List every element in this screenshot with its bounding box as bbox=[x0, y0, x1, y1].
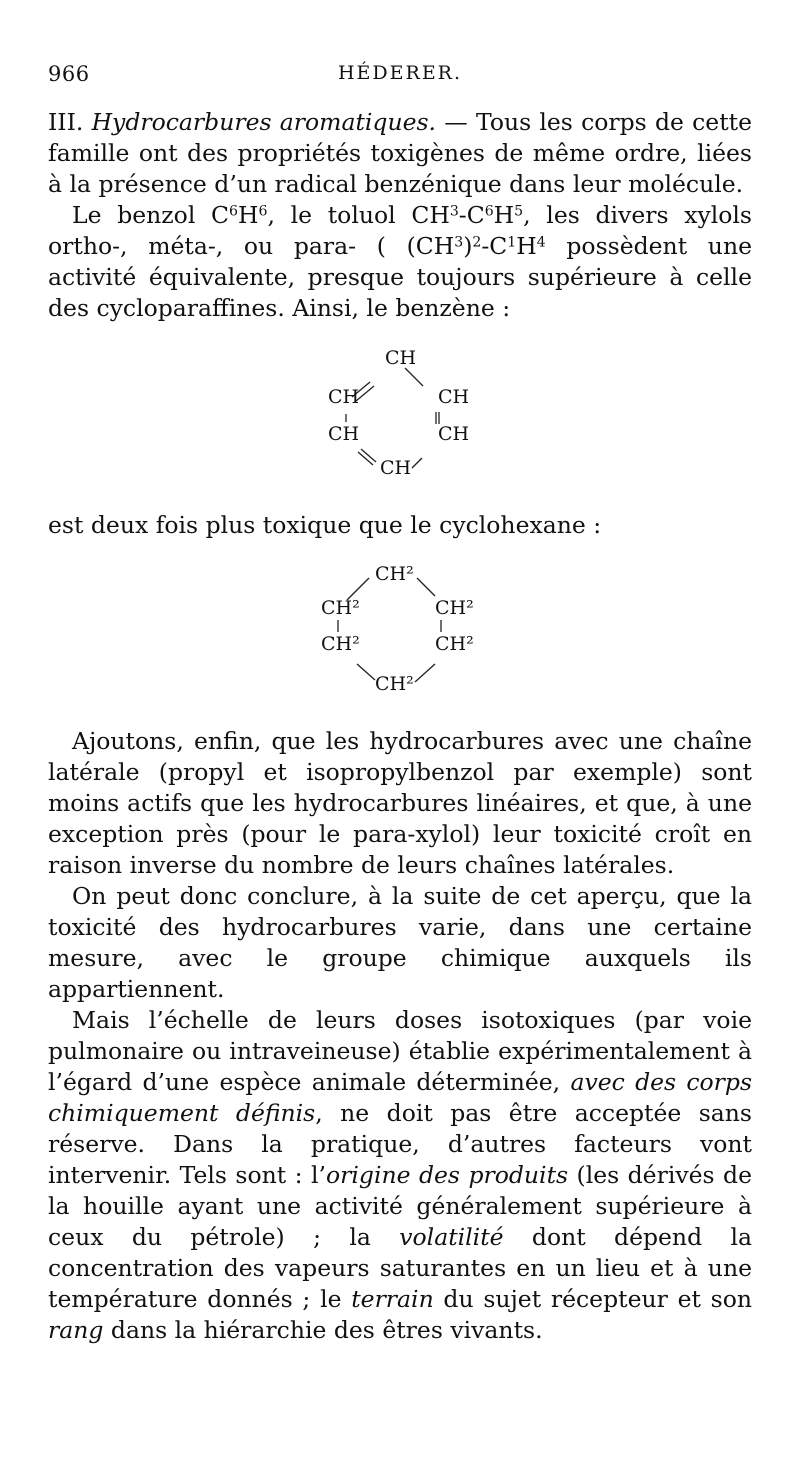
italic-run: volatilité bbox=[399, 1223, 504, 1251]
page-number: 966 bbox=[48, 62, 90, 86]
cyclohexane-left-upper: CH² bbox=[321, 597, 360, 619]
text-run: du sujet récepteur et son bbox=[433, 1285, 752, 1313]
benzene-left-lower: CH bbox=[328, 423, 360, 445]
paragraph-cyclohexane: est deux fois plus toxique que le cyclohexane : bbox=[48, 511, 602, 539]
italic-run: avec des corps chimiquement définis bbox=[48, 1068, 753, 1127]
text-run: dans la hiérarchie des êtres vivants. bbox=[103, 1316, 543, 1344]
benzene-formula bbox=[310, 342, 490, 482]
text-run: ) bbox=[463, 232, 473, 260]
text-block-conclusion bbox=[48, 726, 752, 1346]
paragraph-section-heading bbox=[48, 107, 752, 200]
cyclohexane-right-lower: CH² bbox=[435, 633, 474, 655]
text-run: possèdent une activité équivalente, presque toujours supérieure à celle des cycloparaffines. Ainsi, le benzène : bbox=[48, 232, 752, 322]
text-run: , ne doit pas être acceptée sans réserve. Dans la pratique, d’autres facteurs vont intervenir. Tels sont : l’ bbox=[48, 1099, 752, 1189]
running-title: HÉDERER. bbox=[337, 62, 463, 84]
italic-run: terrain bbox=[351, 1285, 434, 1313]
text-run: Mais l’échelle de leurs doses isotoxiques (par voie pulmonaire ou intraveineuse) établie expérimentalement à l’égard d’une espèce animale déterminée, bbox=[48, 1006, 752, 1096]
benzene-bottom: CH bbox=[380, 457, 412, 479]
superscript: 5 bbox=[514, 203, 524, 220]
text-block-cyclohexane-intro bbox=[48, 510, 752, 541]
page-header bbox=[48, 62, 752, 92]
superscript: 6 bbox=[484, 203, 494, 220]
cyclohexane-formula bbox=[305, 560, 505, 700]
superscript: 3 bbox=[454, 234, 464, 251]
text-run: H bbox=[516, 232, 537, 260]
superscript: 1 bbox=[507, 234, 517, 251]
text-run: H bbox=[237, 201, 259, 229]
paragraph-benzol bbox=[48, 200, 752, 324]
text-block-intro bbox=[48, 107, 752, 324]
superscript: 4 bbox=[536, 234, 546, 251]
italic-run: origine des produits bbox=[326, 1161, 569, 1189]
paragraph-side-chains: Ajoutons, enfin, que les hydrocarbures avec une chaîne latérale (propyl et isopropylbenzol par exemple) sont moins actifs que les hydrocarbures linéaires, et que, à une exception près (pour le para-xylol) leur toxicité croît en raison inverse du nombre de leurs chaînes latérales. bbox=[48, 727, 752, 879]
superscript: 6 bbox=[229, 203, 238, 220]
text-run: , les divers xylols ortho-, méta-, ou para- ( (CH bbox=[48, 201, 752, 260]
benzene-left-upper: CH bbox=[328, 386, 360, 408]
benzene-right-lower: CH bbox=[438, 423, 470, 445]
section-number: III. bbox=[48, 108, 84, 136]
benzene-top: CH bbox=[385, 347, 417, 369]
paragraph-isotoxic-doses bbox=[48, 1005, 752, 1346]
text-run: H bbox=[493, 201, 515, 229]
cyclohexane-bottom: CH² bbox=[375, 673, 414, 695]
paragraph-text: — Tous les corps de cette famille ont des propriétés toxigènes de même ordre, liées à la présence d’un radical benzénique dans leur molécule. bbox=[48, 108, 752, 198]
superscript: 2 bbox=[472, 234, 482, 251]
text-run: (les dérivés de la houille ayant une activité généralement supérieure à ceux du pétrole) ; la bbox=[48, 1161, 752, 1251]
text-run: -C bbox=[481, 232, 508, 260]
paragraph-conclusion: On peut donc conclure, à la suite de cet aperçu, que la toxicité des hydrocarbures varie, dans une certaine mesure, avec le groupe chimique auxquels ils appartiennent. bbox=[48, 882, 752, 1003]
superscript: 6 bbox=[258, 203, 268, 220]
italic-run: rang bbox=[48, 1316, 104, 1344]
cyclohexane-left-lower: CH² bbox=[321, 633, 360, 655]
text-run: -C bbox=[458, 201, 485, 229]
cyclohexane-top: CH² bbox=[375, 563, 414, 585]
text-run: , le toluol CH bbox=[267, 201, 450, 229]
text-run: dont dépend la concentration des vapeurs saturantes en un lieu et à une température donnés ; le bbox=[48, 1223, 752, 1313]
superscript: 3 bbox=[449, 203, 459, 220]
benzene-right-upper: CH bbox=[438, 386, 470, 408]
section-title: Hydrocarbures aromatiques. bbox=[91, 108, 437, 136]
text-run: Le benzol C bbox=[72, 201, 230, 229]
cyclohexane-right-upper: CH² bbox=[435, 597, 474, 619]
